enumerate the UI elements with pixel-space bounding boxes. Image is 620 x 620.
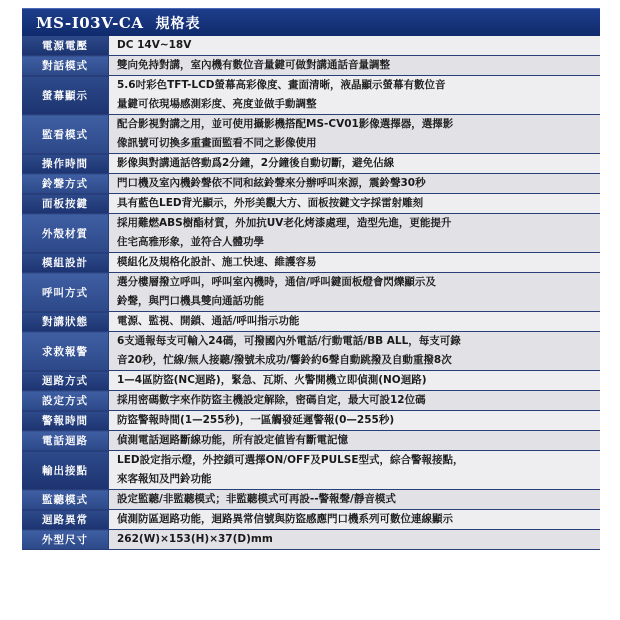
spec-value-line: 262(W)×153(H)×37(D)mm <box>117 533 273 545</box>
spec-value-line: 模組化及規格化設計、施工快速、維護容易 <box>117 256 317 268</box>
spec-label: 外型尺寸 <box>22 530 109 550</box>
spec-label: 螢幕顯示 <box>22 76 109 115</box>
spec-label: 電話迴路 <box>22 431 109 451</box>
spec-value <box>109 194 601 214</box>
spec-row <box>22 371 600 391</box>
spec-value-line: 影像與對講通話啓動爲2分鐘，2分鐘後自動切斷，避免佔線 <box>117 157 395 169</box>
spec-row <box>22 510 600 530</box>
spec-row <box>22 115 600 154</box>
spec-value <box>109 56 601 76</box>
spec-value <box>109 214 601 253</box>
spec-value-line: 電源、監視、開鎖、通話/呼叫指示功能 <box>117 315 300 327</box>
spec-value <box>109 490 601 510</box>
spec-value-line: 住宅高雅形象，並符合人體功學 <box>117 236 264 248</box>
spec-value-line: 雙向免持對講，室內機有數位音量鍵可做對講通話音量調整 <box>117 59 390 71</box>
spec-value-line: 音20秒，忙線/無人接聽/撥號未成功/響鈴約6聲自動跳撥及自動重撥8次 <box>117 354 452 366</box>
spec-label: 面板按鍵 <box>22 194 109 214</box>
spec-value <box>109 510 601 530</box>
spec-value-line: 像訊號可切換多重畫面監看不同之影像使用 <box>117 137 317 149</box>
spec-value-line: 鈴聲，與門口機具雙向通話功能 <box>117 295 264 307</box>
spec-value <box>109 451 601 490</box>
spec-label: 對話模式 <box>22 56 109 76</box>
spec-row <box>22 56 600 76</box>
spec-label: 輸出接點 <box>22 451 109 490</box>
spec-row <box>22 174 600 194</box>
spec-value-line: 偵測電話迴路斷線功能，所有設定値皆有斷電記憶 <box>117 434 348 446</box>
spec-row <box>22 431 600 451</box>
spec-label: 設定方式 <box>22 391 109 411</box>
spec-row <box>22 194 600 214</box>
spec-label: 鈴聲方式 <box>22 174 109 194</box>
spec-value-line: 門口機及室內機鈴聲依不同和絃鈴聲來分辦呼叫來源，震鈴聲30秒 <box>117 177 426 189</box>
spec-value-line: 6支通報每支可輸入24碼，可撥國內外電話/行動電話/BB ALL，每支可錄 <box>117 335 461 347</box>
title-bar <box>22 8 600 37</box>
spec-value <box>109 76 601 115</box>
spec-value-line: LED設定指示燈，外控鎖可選擇ON/OFF及PULSE型式，綜合警報接點， <box>117 454 464 466</box>
spec-value-line: 採用難燃ABS樹酯材質，外加抗UV老化烤漆處理，造型先進，更能提升 <box>117 217 452 229</box>
spec-value-line: 防盜警報時間(1—255秒)，一區觸發延遲警報(0—255秒) <box>117 414 395 426</box>
spec-value-line: 來客報知及門鈴功能 <box>117 473 212 485</box>
spec-row <box>22 490 600 510</box>
spec-value <box>109 391 601 411</box>
spec-row <box>22 530 600 550</box>
spec-label: 電源電壓 <box>22 36 109 56</box>
spec-row <box>22 312 600 332</box>
spec-value-line: DC 14V~18V <box>117 39 192 51</box>
spec-value-line: 選分樓層撥立呼叫，呼叫室內機時，通信/呼叫鍵面板燈會閃爍顯示及 <box>117 276 436 288</box>
spec-label: 求救報警 <box>22 332 109 371</box>
spec-label: 監看模式 <box>22 115 109 154</box>
spec-value <box>109 174 601 194</box>
spec-row <box>22 154 600 174</box>
spec-label: 警報時間 <box>22 411 109 431</box>
spec-label: 模組設計 <box>22 253 109 273</box>
spec-value <box>109 332 601 371</box>
spec-value <box>109 154 601 174</box>
spec-label: 呼叫方式 <box>22 273 109 312</box>
spec-row <box>22 451 600 490</box>
spec-value <box>109 530 601 550</box>
spec-label: 迴路異常 <box>22 510 109 530</box>
spec-row <box>22 391 600 411</box>
model-number: MS-I03V-CA <box>36 14 144 32</box>
spec-row <box>22 36 600 56</box>
spec-value <box>109 36 601 56</box>
spec-value <box>109 312 601 332</box>
spec-row <box>22 332 600 371</box>
spec-label: 外殼材質 <box>22 214 109 253</box>
spec-row <box>22 214 600 253</box>
spec-value-line: 量鍵可依現場感測彩度、亮度並做手動調整 <box>117 98 317 110</box>
spec-row <box>22 76 600 115</box>
sheet-title: 規格表 <box>155 16 201 32</box>
spec-table <box>22 36 600 550</box>
spec-row <box>22 253 600 273</box>
spec-value <box>109 273 601 312</box>
spec-label: 監聽模式 <box>22 490 109 510</box>
spec-label: 迴路方式 <box>22 371 109 391</box>
spec-value <box>109 371 601 391</box>
spec-label: 對講狀態 <box>22 312 109 332</box>
spec-value-line: 5.6吋彩色TFT-LCD螢幕高彩像度、畫面清晰，液晶顯示螢幕有數位音 <box>117 79 446 91</box>
spec-value-line: 偵測防區迴路功能，迴路異常信號與防盜感應門口機系列可數位連線顯示 <box>117 513 453 525</box>
spec-value-line: 採用密碼數字來作防盜主機設定解除，密碼自定，最大可設12位碼 <box>117 394 426 406</box>
spec-value <box>109 431 601 451</box>
spec-value-line: 設定監聽/非監聽模式；非監聽模式可再設--警報聲/靜音模式 <box>117 493 396 505</box>
spec-value <box>109 253 601 273</box>
spec-row <box>22 411 600 431</box>
spec-value <box>109 411 601 431</box>
spec-value-line: 配合影視對講之用，並可使用攝影機搭配MS-CV01影像選擇器，選擇影 <box>117 118 454 130</box>
spec-value-line: 具有藍色LED背光顯示，外形美觀大方、面板按鍵文字採雷射雕刻 <box>117 197 424 209</box>
spec-label: 操作時間 <box>22 154 109 174</box>
spec-row <box>22 273 600 312</box>
spec-value <box>109 115 601 154</box>
spec-value-line: 1—4區防盜(NC迴路)，緊急、瓦斯、火警開機立即偵測(NO迴路) <box>117 374 427 386</box>
